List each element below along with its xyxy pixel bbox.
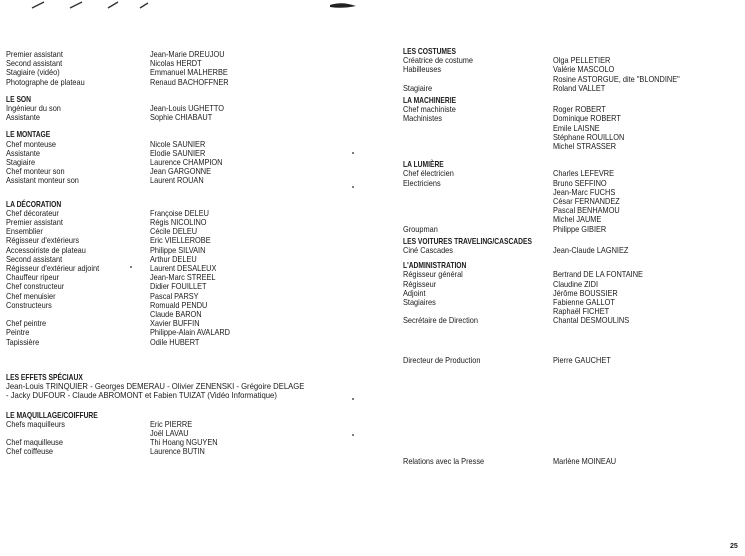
credit-role xyxy=(403,133,538,142)
credit-name: Chantal DESMOULINS xyxy=(553,316,630,326)
credit-role: Chef monteuse xyxy=(6,139,56,149)
credit-name: Charles LEFEVRE xyxy=(553,169,615,179)
credit-row xyxy=(403,169,738,178)
camera-section xyxy=(6,50,351,87)
credit-name: Romuald PENDU xyxy=(150,300,208,310)
credit-row xyxy=(6,104,351,113)
left-column xyxy=(6,50,351,465)
special-effects-text: Jean-Louis TRINQUIER - Georges DEMERAU - Olivier ZENENSKI - Grégoire DELAGE - Jacky DUFOUR - Claude ABROMONT et Fabien TUIZAT (Vidéo Informatique) xyxy=(6,382,305,401)
credit-name: Nicole SAUNIER xyxy=(150,139,206,149)
decoration-section xyxy=(6,200,351,347)
section-heading: LA MACHINERIE xyxy=(403,96,457,106)
credit-name: Philippe SILVAIN xyxy=(150,245,206,255)
vehicles-section xyxy=(403,237,738,255)
credit-row xyxy=(6,282,351,291)
credit-row xyxy=(6,447,351,456)
credit-name: Philippe GIBIER xyxy=(553,224,607,234)
credit-role: Habilleuses xyxy=(403,65,442,75)
credit-role xyxy=(6,429,136,438)
credit-role: Chef monteur son xyxy=(6,167,65,177)
credit-row xyxy=(6,236,351,245)
section-heading: L'ADMINISTRATION xyxy=(403,261,467,271)
page-number: 25 xyxy=(730,543,738,550)
credit-row xyxy=(6,255,351,264)
credit-name: Claude BARON xyxy=(150,310,202,320)
print-speck xyxy=(352,152,354,154)
credit-name: Didier FOUILLET xyxy=(150,282,207,292)
credit-role: Chef coiffeuse xyxy=(6,447,53,457)
credit-role: Régisseur d'extérieurs xyxy=(6,236,80,246)
credit-row xyxy=(6,218,351,227)
credit-name: Fabienne GALLOT xyxy=(553,298,615,308)
credit-row xyxy=(403,105,738,114)
credit-role xyxy=(403,215,538,224)
credit-role: Stagiaires xyxy=(403,298,436,308)
credit-row xyxy=(6,227,351,236)
credit-row xyxy=(6,59,351,68)
print-speck xyxy=(352,186,354,188)
credit-row xyxy=(6,301,351,310)
credit-role: Régisseur xyxy=(403,279,437,289)
credit-name: Xavier BUFFIN xyxy=(150,319,200,329)
credit-role xyxy=(403,124,538,133)
credit-row xyxy=(6,438,351,447)
credit-row xyxy=(6,158,351,167)
print-speck xyxy=(352,398,354,400)
credit-role: Ingénieur du son xyxy=(6,104,61,114)
credit-row xyxy=(6,338,351,347)
credit-row xyxy=(6,68,351,77)
credit-role xyxy=(403,307,538,316)
credit-role: Groupman xyxy=(403,224,438,234)
credit-row xyxy=(403,206,738,215)
credit-row xyxy=(6,50,351,59)
print-speck xyxy=(352,434,354,436)
credit-role xyxy=(403,197,538,206)
credit-name: Bertrand DE LA FONTAINE xyxy=(553,270,643,280)
credit-name: Valérie MASCOLO xyxy=(553,65,615,75)
credit-role: Second assistant xyxy=(6,59,63,69)
credit-name: César FERNANDEZ xyxy=(553,197,620,207)
credit-row xyxy=(6,420,351,429)
credit-role xyxy=(6,310,136,319)
credit-role: Constructeurs xyxy=(6,300,52,310)
credit-row xyxy=(403,56,738,65)
credit-row xyxy=(403,133,738,142)
machinery-section xyxy=(403,96,738,151)
credit-name: Sophie CHIABAUT xyxy=(150,113,213,123)
credit-name: Roger ROBERT xyxy=(553,105,606,115)
credit-role: Machinistes xyxy=(403,114,442,124)
credit-role: Photographe de plateau xyxy=(6,77,85,87)
credit-row xyxy=(403,289,738,298)
credit-role: Second assistant xyxy=(6,254,63,264)
credit-name: Bruno SEFFINO xyxy=(553,178,607,188)
credit-role: Ciné Cascades xyxy=(403,246,453,256)
credit-role: Assistante xyxy=(6,148,41,158)
credit-name: Eric VIELLEROBE xyxy=(150,236,211,246)
credit-row xyxy=(6,429,351,438)
credit-name: Olga PELLETIER xyxy=(553,56,611,66)
costumes-section xyxy=(403,47,738,93)
credit-row xyxy=(6,273,351,282)
credit-row xyxy=(6,319,351,328)
credit-role: Directeur de Production xyxy=(403,355,481,365)
credit-name: Claudine ZIDI xyxy=(553,279,599,289)
credit-row xyxy=(403,84,738,93)
credit-name: Jean GARGONNE xyxy=(150,167,212,177)
administration-section xyxy=(403,261,738,325)
credit-role: Chef décorateur xyxy=(6,208,59,218)
credit-name: Laurent ROUAN xyxy=(150,176,204,186)
credit-row xyxy=(403,246,738,255)
credit-row xyxy=(403,316,738,325)
print-speck xyxy=(130,266,132,268)
credit-role: Régisseur général xyxy=(403,270,463,280)
credit-role: Chef constructeur xyxy=(6,282,65,292)
credit-name: Laurent DESALEUX xyxy=(150,264,217,274)
credit-row xyxy=(403,114,738,123)
credit-role: Régisseur d'extérieur adjoint xyxy=(6,264,100,274)
credit-name: Cécile DELEU xyxy=(150,227,198,237)
credit-row xyxy=(403,356,738,365)
credit-row xyxy=(403,188,738,197)
press-section xyxy=(403,457,738,466)
credit-role: Stagiaire (vidéo) xyxy=(6,68,60,78)
credit-role: Adjoint xyxy=(403,288,426,298)
credit-name: Arthur DELEU xyxy=(150,254,197,264)
top-edge-marks xyxy=(30,0,360,10)
credit-role xyxy=(403,206,538,215)
makeup-section xyxy=(6,411,351,457)
production-section xyxy=(403,356,738,365)
credit-name: Jérôme BOUSSIER xyxy=(553,288,618,298)
credit-name: Pascal PARSY xyxy=(150,291,199,301)
section-heading: LES EFFETS SPÉCIAUX xyxy=(6,372,83,382)
credit-role: Chef menuisier xyxy=(6,291,56,301)
credit-name: Emile LAISNE xyxy=(553,123,600,133)
credit-name: Laurence BUTIN xyxy=(150,447,205,457)
credit-row xyxy=(403,280,738,289)
credit-row xyxy=(403,307,738,316)
credit-row xyxy=(403,65,738,74)
section-heading: LE MAQUILLAGE/COIFFURE xyxy=(6,410,98,420)
section-heading: LES VOITURES TRAVELING/CASCADES xyxy=(403,236,532,246)
credit-role: Chef machiniste xyxy=(403,105,456,115)
section-heading: LA LUMIÈRE xyxy=(403,160,444,170)
credit-row xyxy=(6,328,351,337)
credit-role: Secrétaire de Direction xyxy=(403,316,478,326)
credit-name: Stéphane ROUILLON xyxy=(553,132,625,142)
credit-name: Jean-Louis UGHETTO xyxy=(150,104,224,114)
credit-role: Chauffeur ripeur xyxy=(6,273,60,283)
credit-name: Rosine ASTORGUE, dite "BLONDINE" xyxy=(553,74,680,84)
credit-name: Marlène MOINEAU xyxy=(553,456,617,466)
editing-section xyxy=(6,130,351,185)
section-heading: LA DÉCORATION xyxy=(6,199,62,209)
special-effects-section xyxy=(6,373,351,401)
credit-row xyxy=(403,298,738,307)
credit-role: Tapissière xyxy=(6,337,40,347)
credit-role: Chef peintre xyxy=(6,319,47,329)
credit-name: Pascal BENHAMOU xyxy=(553,206,620,216)
credit-row xyxy=(6,292,351,301)
credit-name: Joël LAVAU xyxy=(150,428,189,438)
credit-row xyxy=(6,167,351,176)
credit-row xyxy=(6,176,351,185)
sound-section xyxy=(6,95,351,123)
lighting-section xyxy=(403,160,738,234)
credit-name: Jean-Marc STREEL xyxy=(150,273,216,283)
credit-name: Pierre GAUCHET xyxy=(553,355,611,365)
credit-row xyxy=(6,209,351,218)
credit-row xyxy=(403,75,738,84)
credit-name: Roland VALLET xyxy=(553,83,606,93)
credit-name: Raphaël FICHET xyxy=(553,307,610,317)
right-column xyxy=(403,47,738,474)
credit-row xyxy=(403,179,738,188)
credit-name: Jean-Marie DREUJOU xyxy=(150,50,225,59)
credit-role: Peintre xyxy=(6,328,30,338)
credit-name: Jean-Claude LAGNIEZ xyxy=(553,246,629,256)
credit-role: Accessoiriste de plateau xyxy=(6,245,86,255)
credit-row xyxy=(403,215,738,224)
credit-row xyxy=(6,149,351,158)
credit-row xyxy=(6,78,351,87)
credit-row xyxy=(6,140,351,149)
credit-name: Thi Hoang NGUYEN xyxy=(150,438,218,448)
credit-role: Chef maquilleuse xyxy=(6,438,63,448)
credit-name: Odile HUBERT xyxy=(150,337,200,347)
credit-row xyxy=(403,197,738,206)
credit-name: Dominique ROBERT xyxy=(553,114,621,124)
credit-role: Créatrice de costume xyxy=(403,56,474,66)
section-heading: LE SON xyxy=(6,94,31,104)
credit-name: Eric PIERRE xyxy=(150,419,193,429)
credit-name: Philippe-Alain AVALARD xyxy=(150,328,231,338)
credit-name: Renaud BACHOFFNER xyxy=(150,77,229,87)
credit-row xyxy=(403,124,738,133)
credit-row xyxy=(403,225,738,234)
credit-row xyxy=(403,142,738,151)
credit-role: Premier assistant xyxy=(6,218,63,228)
credit-role xyxy=(403,75,538,84)
credit-name: Jean-Marc FUCHS xyxy=(553,187,616,197)
credit-role: Chef électricien xyxy=(403,169,454,179)
credit-role: Stagiaire xyxy=(403,83,433,93)
credit-name: Emmanuel MALHERBE xyxy=(150,68,228,78)
credit-row xyxy=(6,246,351,255)
credit-name: Françoise DELEU xyxy=(150,208,209,218)
credit-role: Stagiaire xyxy=(6,158,36,168)
credit-row xyxy=(6,113,351,122)
credit-role xyxy=(403,142,538,151)
section-heading: LE MONTAGE xyxy=(6,130,51,140)
credit-role xyxy=(403,188,538,197)
credit-name: Elodie SAUNIER xyxy=(150,148,206,158)
credit-role: Relations avec la Presse xyxy=(403,456,485,466)
credit-role: Assistante xyxy=(6,113,41,123)
credit-row xyxy=(403,270,738,279)
credit-role: Assistant monteur son xyxy=(6,176,79,186)
credit-role: Chefs maquilleurs xyxy=(6,419,65,429)
credit-row xyxy=(403,457,738,466)
credit-name: Laurence CHAMPION xyxy=(150,158,223,168)
credit-row xyxy=(6,310,351,319)
section-heading: LES COSTUMES xyxy=(403,47,456,56)
credit-role: Premier assistant xyxy=(6,50,63,59)
credit-role: Electriciens xyxy=(403,178,441,188)
credit-name: Régis NICOLINO xyxy=(150,218,207,228)
credit-row xyxy=(6,264,351,273)
credit-name: Michel STRASSER xyxy=(553,142,617,152)
credit-name: Nicolas HERDT xyxy=(150,59,202,69)
credit-name: Michel JAUME xyxy=(553,215,602,225)
credit-role: Ensemblier xyxy=(6,227,43,237)
